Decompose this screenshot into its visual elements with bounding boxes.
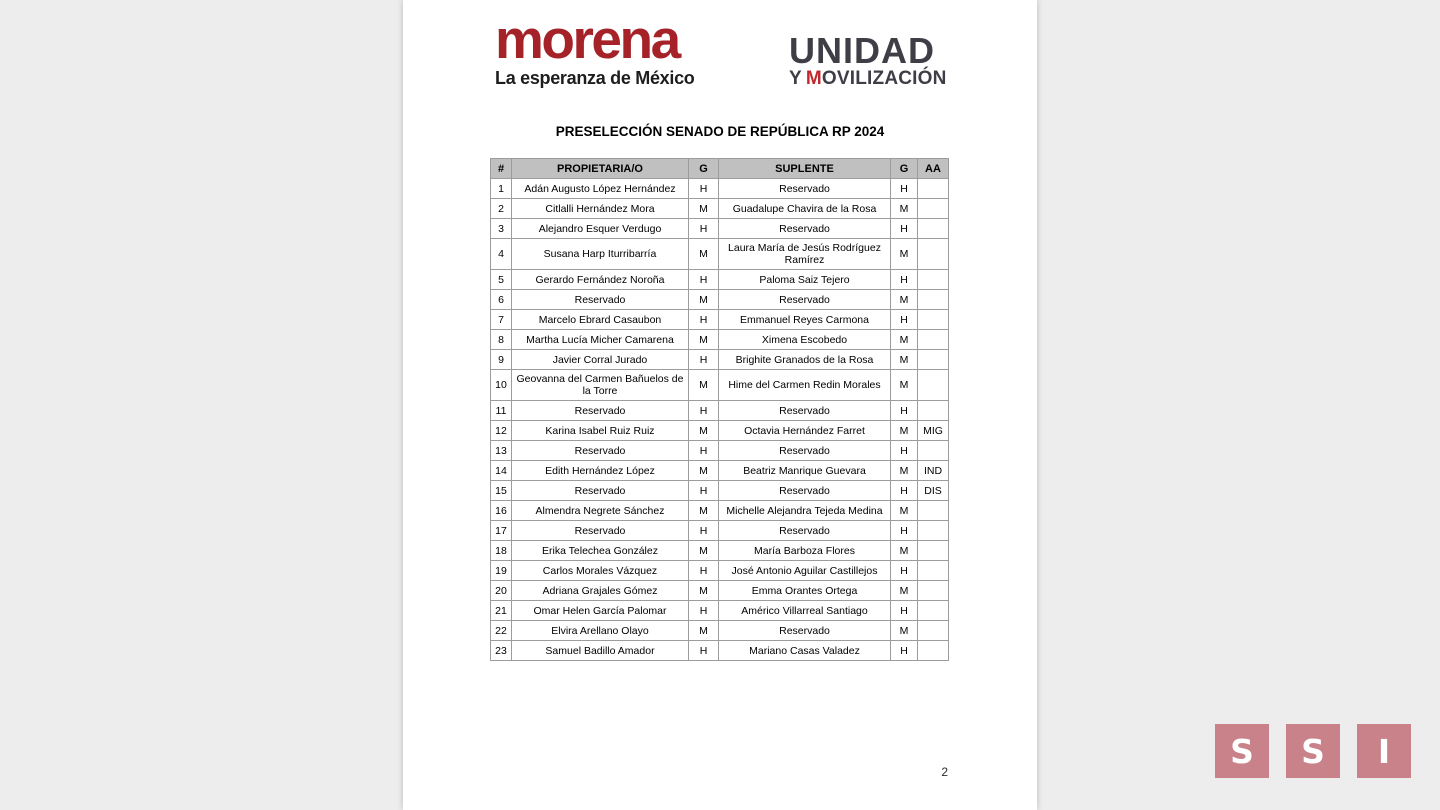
gender-suplente: H [891, 561, 918, 581]
morena-logo [495, 8, 705, 88]
row-number: 12 [491, 421, 512, 441]
gender-propietaria: H [689, 350, 719, 370]
gender-propietaria: H [689, 441, 719, 461]
table-row [491, 621, 949, 641]
accion-afirmativa [918, 290, 949, 310]
gender-propietaria: H [689, 481, 719, 501]
unidad-movilizacion-logo [789, 30, 979, 90]
propietaria-name: Erika Telechea González [512, 541, 689, 561]
propietaria-name: Adán Augusto López Hernández [512, 179, 689, 199]
gender-suplente: H [891, 481, 918, 501]
accion-afirmativa [918, 401, 949, 421]
suplente-name: Beatriz Manrique Guevara [719, 461, 891, 481]
accion-afirmativa: DIS [918, 481, 949, 501]
table-row [491, 239, 949, 270]
accion-afirmativa [918, 350, 949, 370]
table-row [491, 330, 949, 350]
gender-propietaria: M [689, 541, 719, 561]
table-row [491, 481, 949, 501]
row-number: 14 [491, 461, 512, 481]
table-row [491, 370, 949, 401]
gender-propietaria: M [689, 621, 719, 641]
gender-suplente: M [891, 290, 918, 310]
accion-afirmativa [918, 541, 949, 561]
row-number: 20 [491, 581, 512, 601]
unidad-logo-y: Y [789, 68, 802, 89]
propietaria-name: Almendra Negrete Sánchez [512, 501, 689, 521]
ssi-watermark-letter-1: S [1215, 724, 1269, 778]
accion-afirmativa [918, 239, 949, 270]
unidad-logo-rest: OVILIZACIÓN [821, 68, 947, 89]
gender-propietaria: H [689, 310, 719, 330]
table-row [491, 521, 949, 541]
table-row [491, 219, 949, 239]
gender-suplente: H [891, 270, 918, 290]
accion-afirmativa [918, 521, 949, 541]
table-row [491, 461, 949, 481]
accion-afirmativa: IND [918, 461, 949, 481]
table-row [491, 541, 949, 561]
suplente-name: María Barboza Flores [719, 541, 891, 561]
table-row [491, 270, 949, 290]
propietaria-name: Alejandro Esquer Verdugo [512, 219, 689, 239]
gender-propietaria: H [689, 601, 719, 621]
gender-propietaria: M [689, 421, 719, 441]
suplente-name: Reservado [719, 521, 891, 541]
gender-suplente: M [891, 421, 918, 441]
row-number: 19 [491, 561, 512, 581]
row-number: 5 [491, 270, 512, 290]
suplente-name: Américo Villarreal Santiago [719, 601, 891, 621]
table-header-row [491, 159, 949, 179]
propietaria-name: Reservado [512, 521, 689, 541]
propietaria-name: Geovanna del Carmen Bañuelos de la Torre [512, 370, 689, 401]
morena-tagline: La esperanza de México [495, 68, 695, 88]
gender-propietaria: M [689, 199, 719, 219]
row-number: 15 [491, 481, 512, 501]
propietaria-name: Reservado [512, 441, 689, 461]
suplente-name: Michelle Alejandra Tejeda Medina [719, 501, 891, 521]
ssi-watermark-letter-3: I [1357, 724, 1411, 778]
suplente-name: Reservado [719, 441, 891, 461]
accion-afirmativa [918, 621, 949, 641]
propietaria-name: Citlalli Hernández Mora [512, 199, 689, 219]
propietaria-name: Reservado [512, 290, 689, 310]
table-row [491, 421, 949, 441]
column-header-gender-1: G [689, 159, 719, 179]
gender-propietaria: H [689, 401, 719, 421]
propietaria-name: Elvira Arellano Olayo [512, 621, 689, 641]
page-number: 2 [941, 765, 948, 779]
accion-afirmativa [918, 199, 949, 219]
gender-propietaria: H [689, 561, 719, 581]
suplente-name: Reservado [719, 621, 891, 641]
propietaria-name: Susana Harp Iturribarría [512, 239, 689, 270]
accion-afirmativa [918, 641, 949, 661]
unidad-logo-m-accent: M [805, 68, 822, 89]
document-title: PRESELECCIÓN SENADO DE REPÚBLICA RP 2024 [555, 124, 885, 139]
gender-suplente: M [891, 581, 918, 601]
accion-afirmativa [918, 601, 949, 621]
propietaria-name: Marcelo Ebrard Casaubon [512, 310, 689, 330]
suplente-name: Hime del Carmen Redin Morales [719, 370, 891, 401]
row-number: 7 [491, 310, 512, 330]
gender-suplente: M [891, 239, 918, 270]
gender-suplente: H [891, 310, 918, 330]
accion-afirmativa [918, 219, 949, 239]
gender-suplente: H [891, 401, 918, 421]
suplente-name: Mariano Casas Valadez [719, 641, 891, 661]
propietaria-name: Reservado [512, 401, 689, 421]
gender-suplente: H [891, 641, 918, 661]
gender-suplente: H [891, 441, 918, 461]
table-row [491, 501, 949, 521]
unidad-logo-line1: UNIDAD [789, 30, 935, 71]
gender-suplente: M [891, 330, 918, 350]
gender-suplente: M [891, 370, 918, 401]
accion-afirmativa [918, 581, 949, 601]
suplente-name: Laura María de Jesús Rodríguez Ramírez [719, 239, 891, 270]
gender-suplente: H [891, 601, 918, 621]
accion-afirmativa [918, 310, 949, 330]
gender-propietaria: M [689, 239, 719, 270]
gender-suplente: H [891, 521, 918, 541]
column-header-aa: AA [918, 159, 949, 179]
suplente-name: Reservado [719, 219, 891, 239]
gender-propietaria: M [689, 290, 719, 310]
propietaria-name: Carlos Morales Vázquez [512, 561, 689, 581]
accion-afirmativa: MIG [918, 421, 949, 441]
suplente-name: Guadalupe Chavira de la Rosa [719, 199, 891, 219]
propietaria-name: Omar Helen García Palomar [512, 601, 689, 621]
table-row [491, 179, 949, 199]
gender-propietaria: H [689, 521, 719, 541]
propietaria-name: Edith Hernández López [512, 461, 689, 481]
gender-propietaria: H [689, 270, 719, 290]
accion-afirmativa [918, 501, 949, 521]
row-number: 18 [491, 541, 512, 561]
propietaria-name: Adriana Grajales Gómez [512, 581, 689, 601]
column-header-propietaria: PROPIETARIA/O [512, 159, 689, 179]
candidates-table [490, 158, 949, 661]
table-row [491, 561, 949, 581]
suplente-name: Reservado [719, 401, 891, 421]
propietaria-name: Gerardo Fernández Noroña [512, 270, 689, 290]
accion-afirmativa [918, 561, 949, 581]
gender-suplente: M [891, 199, 918, 219]
ssi-watermark [1215, 724, 1411, 778]
suplente-name: Emma Orantes Ortega [719, 581, 891, 601]
gender-suplente: M [891, 621, 918, 641]
propietaria-name: Javier Corral Jurado [512, 350, 689, 370]
row-number: 23 [491, 641, 512, 661]
propietaria-name: Martha Lucía Micher Camarena [512, 330, 689, 350]
gender-propietaria: M [689, 581, 719, 601]
table-row [491, 199, 949, 219]
gender-propietaria: M [689, 501, 719, 521]
row-number: 13 [491, 441, 512, 461]
row-number: 3 [491, 219, 512, 239]
accion-afirmativa [918, 270, 949, 290]
table-row [491, 310, 949, 330]
gender-suplente: M [891, 541, 918, 561]
row-number: 11 [491, 401, 512, 421]
morena-wordmark: morena [495, 8, 679, 70]
row-number: 6 [491, 290, 512, 310]
gender-suplente: M [891, 350, 918, 370]
suplente-name: Reservado [719, 290, 891, 310]
suplente-name: Ximena Escobedo [719, 330, 891, 350]
row-number: 8 [491, 330, 512, 350]
suplente-name: Brighite Granados de la Rosa [719, 350, 891, 370]
gender-suplente: M [891, 501, 918, 521]
row-number: 17 [491, 521, 512, 541]
suplente-name: Paloma Saiz Tejero [719, 270, 891, 290]
accion-afirmativa [918, 330, 949, 350]
gender-propietaria: M [689, 330, 719, 350]
table-row [491, 290, 949, 310]
propietaria-name: Samuel Badillo Amador [512, 641, 689, 661]
document-page [403, 0, 1037, 810]
gender-suplente: M [891, 461, 918, 481]
column-header-number: # [491, 159, 512, 179]
row-number: 2 [491, 199, 512, 219]
column-header-gender-2: G [891, 159, 918, 179]
gender-propietaria: H [689, 219, 719, 239]
accion-afirmativa [918, 370, 949, 401]
row-number: 10 [491, 370, 512, 401]
table-row [491, 641, 949, 661]
propietaria-name: Reservado [512, 481, 689, 501]
accion-afirmativa [918, 441, 949, 461]
accion-afirmativa [918, 179, 949, 199]
propietaria-name: Karina Isabel Ruiz Ruiz [512, 421, 689, 441]
gender-propietaria: H [689, 641, 719, 661]
suplente-name: Reservado [719, 481, 891, 501]
table-row [491, 401, 949, 421]
table-row [491, 581, 949, 601]
suplente-name: Octavia Hernández Farret [719, 421, 891, 441]
row-number: 9 [491, 350, 512, 370]
candidates-table-body [491, 179, 949, 661]
row-number: 21 [491, 601, 512, 621]
table-row [491, 350, 949, 370]
row-number: 16 [491, 501, 512, 521]
row-number: 22 [491, 621, 512, 641]
gender-propietaria: M [689, 370, 719, 401]
row-number: 4 [491, 239, 512, 270]
gender-propietaria: M [689, 461, 719, 481]
column-header-suplente: SUPLENTE [719, 159, 891, 179]
suplente-name: José Antonio Aguilar Castillejos [719, 561, 891, 581]
row-number: 1 [491, 179, 512, 199]
gender-suplente: H [891, 179, 918, 199]
suplente-name: Reservado [719, 179, 891, 199]
table-row [491, 601, 949, 621]
table-row [491, 441, 949, 461]
gender-suplente: H [891, 219, 918, 239]
unidad-logo-line2 [789, 68, 979, 90]
gender-propietaria: H [689, 179, 719, 199]
suplente-name: Emmanuel Reyes Carmona [719, 310, 891, 330]
ssi-watermark-letter-2: S [1286, 724, 1340, 778]
